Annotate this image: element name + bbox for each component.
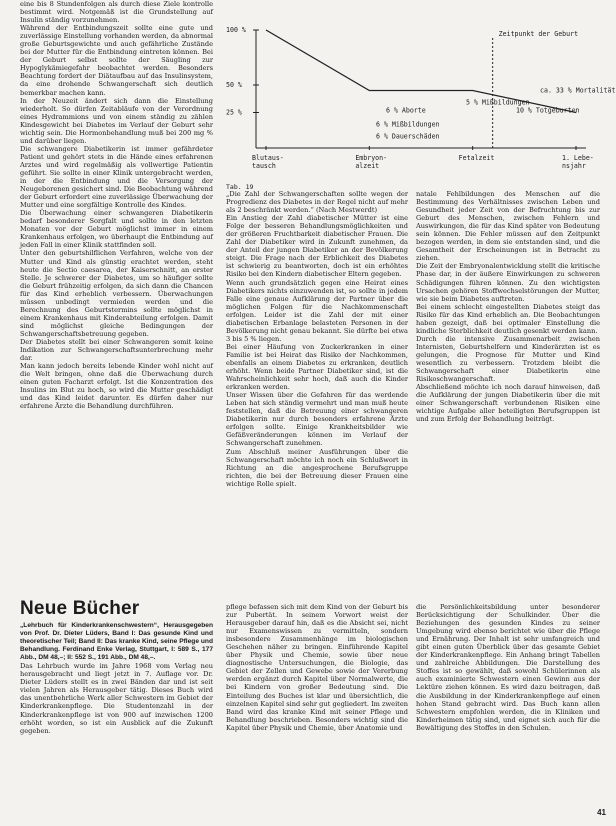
paragraph: Zum Abschluß meiner Ausführungen über die Schwangerschaft möchte ich noch ein Schlußwort in Richtung an die angesprochene Berufsgruppe richten, die bei der Betreuung dieser Frauen eine wichtige Rolle spielt.: [226, 447, 408, 488]
chart-y-ticks: [226, 26, 259, 117]
paragraph: natale Fehlbildungen des Menschen auf die Bestimmung des Verhältnisses zwischen Leben und Gesundheit jeder Zeit von der Befruchtung bis zur Geburt des Menschen, zwischen Fehlern und Auswirkungen, die für das Kind später von Bedeutung sein können. Die Fehler müssen auf den Zeitpunkt bezogen werden, in dem sie entstanden sind, und die Gesamtheit der Erscheinungen ist in Betracht zu ziehen.: [416, 190, 600, 263]
book-review-text: Das Lehrbuch wurde im Jahre 1968 vom Verlag neu herausgebracht und liegt jetzt in 7. Auflage vor. Dr. Dieter Lüders stellt es in zwei Bänden dar und ist seit vielen Jahren als Herausgeber tätig. Dieses Buch wird das unentbehrliche Werk aller Schwestern im Gebiet der Kinderkrankenpflege. Die Studentenzahl in der Kinderkrankenpflege ist von 900 auf inzwischen 1200 erhöht worden, so ist ein Ausblick auf die Zukunft gegeben.: [20, 662, 213, 735]
paragraph: Die schwangere Diabetikerin ist immer gefährdeter Patient und gehört stets in die Hände eines erfahrenen Arztes und wird regelmäßig als vollwertige Patientin geführt. Sie sollte in einer Klinik untergebracht werden, in der die Entbindung und die Versorgung der Neugeborenen gesichert sind. Die Beobachtung während der Geburt erfordert eine zuverlässige Überwachung der Mutter und eine sorgfältige Kontrolle des Kindes.: [20, 144, 213, 210]
annotation-label: 6 % Dauerschäden: [376, 132, 440, 141]
book-review-text: pflege befassen sich mit dem Kind von der Geburt bis zur Pubertät. In seinem Vorwort weist der Herausgeber darauf hin, daß es die Absicht sei, nicht nur Examenswissen zu vermitteln, sondern insbesondere Zusammenhänge im biologischen Geschehen näher zu bringen. Einführende Kapitel über Physik und Chemie, sowie über neue diagnostische Untersuchungen, die Biologie, das Gebiet der Zellen und Gewebe sowie der Vererbung werden ergänzt durch Kapitel über Normalwerte, die bei Kindern von großer Bedeutung sind. Die Einteilung des Buches ist klar und übersichtlich, die einzelnen Kapitel sind sehr gut gegliedert. Im zweiten Band wird das kranke Kind mit seiner Pflege und Behandlung beschrieben. Besonders wichtig sind die Kapitel über Physik und Chemie, über Anatomie und: [226, 603, 408, 732]
book-review-text: die Persönlichkeitsbildung unter besonderer Berücksichtigung der Schulkinder. Über die Beziehungen des gesunden Kindes zu seiner Umgebung wird ebenso berichtet wie über die Pflege und Ernährung. Der Inhalt ist sehr umfangreich und gibt einen guten Überblick über das gesamte Gebiet der Kinderkrankenpflege. Ein Anhang bringt Tabellen und zahlreiche Abbildungen. Die Darstellung des Stoffes ist so gewählt, daß sowohl Schülerinnen als auch examinierte Schwestern einen Gewinn aus der Lektüre ziehen können. Es wird dazu beitragen, daß die Ausbildung in der Kinderkrankenpflege auf einen hohen Stand gebracht wird. Das Buch kann allen Schwestern empfohlen werden, die in Kliniken und Kinderheimen tätig sind, und eignet sich auch für die Bewältigung des Stoffes in den Schulen.: [416, 603, 600, 732]
annotation-label: Zeitpunkt der Geburt: [498, 30, 579, 38]
x-tick-label: Fetalzeit: [458, 154, 495, 162]
x-tick-label: alzeit: [355, 162, 380, 170]
paragraph: Durch die intensive Zusammenarbeit zwischen Internisten, Geburtshelfern und Kinderärzten ist es gelungen, die Prognose für Mutter und Kind wesentlich zu verbessern. Trotzdem bleibt die Schwangerschaft einer Diabetikerin eine Risikoschwangerschaft.: [416, 334, 600, 384]
risk-chart: [226, 22, 616, 182]
annotation-label: 6 % Aborte: [386, 106, 426, 115]
annotation-label: ca. 33 % Mortalität: [540, 86, 616, 95]
top-left-text-column: [20, 0, 213, 580]
y-tick-label: 100 %: [226, 26, 246, 34]
right-text-column: [416, 190, 600, 590]
book-entry-title: „Lehrbuch für Kinderkrankenschwestern“, Herausgegeben von Prof. Dr. Dieter Lüders, Band I: Das gesunde Kind und theoretischer Teil; Band II: Das kranke Kind, seine Pflege und Behandlung. Ferdinand Enke Verlag, Stuttgart, I: 589 S., 177 Abb., DM 48,–; II: 552 S., 191 Abb., DM 48,–.: [20, 622, 213, 662]
paragraph: Unter den geburtshilflichen Verfahren, welche von der Mutter und Kind als günstig erachtet werden, steht heute die Sectio caesarea, der Kaiserschnitt, an erster Stelle. Je schwerer der Diabetes, um so häufiger sollte die Geburt frühzeitig erfolgen, da sich dann die Chancen für das Kind erheblich verbessern. Überwachungen müssen unbedingt vermieden werden und die Berechnung des Geburtstermins sollte möglichst in einem Krankenhaus mit Kinderabteilung erfolgen. Damit sind möglichst gleiche Bedingungen der Schwangerschaftsbetreuung gegeben.: [20, 249, 213, 338]
x-tick-label: Blutaus-: [252, 154, 284, 162]
paragraph: „Die Zahl der Schwangerschaften sollte wegen der Progredienz des Diabetes in der Regel nicht auf mehr als 2 beschränkt werden.“ (Nach Mestwerdt): [226, 190, 408, 215]
chart-annotations: [376, 30, 615, 148]
x-tick-label: Embryon-: [355, 154, 388, 162]
paragraph: Bei einer Häufung von Zuckerkranken in einer Familie ist bei Heirat das Risiko der Nachkommen, ebenfalls an einem Diabetes zu erkranken, deutlich erhöht. Wenn beide Partner Diabetiker sind, ist die Wahrscheinlichkeit sehr hoch, daß auch die Kinder erkranken werden.: [226, 342, 408, 392]
annotation-label: 5 % Mißbildungen: [466, 98, 530, 107]
page-number: 41: [597, 808, 606, 817]
x-tick-label: nsjahr: [562, 162, 586, 170]
paragraph: eine bis 8 Stundenfolgen als durch diese Ziele kontrolle bestimmt wird. Notgemäß ist die Grundstellung auf Insulin ständig vorzunehmen.: [20, 0, 213, 25]
annotation-label: 10 % Totgeburten: [516, 106, 580, 115]
paragraph: Die Zeit der Embryonalentwicklung stellt die kritische Phase dar, in der äußere Einwirkungen zu schweren Schädigungen führen können. Zu den wichtigsten Ursachen gehören Stoffwechselstörungen der Mutter, wie sie beim Diabetes auftreten.: [416, 262, 600, 303]
y-tick-label: 50 %: [226, 81, 242, 89]
middle-text-column: [226, 190, 408, 590]
x-tick-label: 1. Lebe-: [562, 154, 594, 162]
paragraph: Ein Anstieg der Zahl diabetischer Mütter ist eine Folge der besseren Behandlungsmöglichkeiten und der größeren Fruchtbarkeit diabetischer Frauen. Die Zahl der Diabetiker wird in Zukunft zunehmen, da der Anteil der jungen Diabetiker an der Bevölkerung steigt. Die Frage nach der Erblichkeit des Diabetes ist schwierig zu beantworten, doch ist ein erhöhtes Risiko bei den Kindern diabetischer Eltern gegeben.: [226, 214, 408, 279]
book-review-column-2: [226, 603, 408, 821]
paragraph: Unser Wissen über die Gefahren für das werdende Leben hat sich ständig vermehrt und man muß heute feststellen, daß die Betreuung einer schwangeren Diabetikerin nur durch besonders erfahrene Ärzte erfolgen sollte. Einige Krankheitsbilder wie Gefäßveränderungen können im Verlauf der Schwangerschaft zunehmen.: [226, 391, 408, 448]
chart-axes: [256, 30, 586, 148]
paragraph: In der Neuzeit ändert sich dann die Einstellung wiederholt. So dürfen Zeitabläufe von der Verordnung eines Hydrammions und von einem ständig zu zählen Kindesgewicht bei Diabetes im Verlauf der Geburt sehr wichtig sein. Die Hormonbehandlung muß bei 200 mg % und darüber liegen.: [20, 96, 213, 145]
paragraph: Während der Entbindungszeit sollte eine gute und zuverlässige Einstellung vorhanden werden, da abnormal große Geburtsgewichte und auch gefährliche Zustände bei der Mutter für die Entbindung eintreten können. Bei der Geburt selbst sollte der Säugling zur Hypoglykämiegefahr beobachtet werden. Besonders Beachtung fordert der Diätaufbau auf das Insulinsystem, da eine drohende Schwangerschaft sich deutlich bemerkbar machen kann.: [20, 24, 213, 97]
paragraph: Bei einem schlecht eingestellten Diabetes steigt das Risiko für das Kind erheblich an. Die Beobachtungen haben gezeigt, daß bei optimaler Einstellung die kindliche Sterblichkeit deutlich gesenkt werden kann.: [416, 302, 600, 335]
paragraph: Man kann jedoch bereits lebende Kinder wohl nicht auf die Welt bringen, ohne daß die Überwachung durch einen guten Facharzt erfolgt. Ist die Konzentration des Insulins im Blut zu hoch, so wird die Mutter geschädigt und das Kind leidet darunter. Es dürfen daher nur erfahrene Ärzte die Behandlung durchführen.: [20, 362, 213, 411]
book-review-column-1: [20, 622, 213, 820]
annotation-label: 6 % Mißbildungen: [376, 120, 440, 129]
paragraph: Abschließend möchte ich noch darauf hinweisen, daß die Aufklärung der jungen Diabetikerin über die mit einer Schwangerschaft verbundenen Risiken eine wichtige Aufgabe aller beteiligten Berufsgruppen ist und zum Erfolg der Behandlung beiträgt.: [416, 383, 600, 424]
section-heading: Neue Bücher: [20, 598, 140, 619]
chart-x-labels: [252, 146, 594, 170]
figure-label: Tab. 19: [226, 183, 254, 191]
book-review-column-3: [416, 603, 600, 803]
y-tick-label: 25 %: [226, 108, 242, 117]
x-tick-label: tausch: [252, 162, 276, 170]
paragraph: Der Diabetes stellt bei einer Schwangeren somit keine Indikation zur Schwangerschaftsunterbrechung mehr dar.: [20, 337, 213, 363]
paragraph: Wenn auch grundsätzlich gegen eine Heirat eines Diabetikers nichts einzuwenden ist, so sollte in jedem Falle eine genaue Aufklärung der Partner über die möglichen Folgen für die Nachkommenschaft erfolgen. Leider ist die Zahl der mit einer diabetischen Erbanlage belasteten Personen in der Bevölkerung nicht genau bekannt. Sie dürfte bei etwa 3 bis 5 % liegen.: [226, 278, 408, 343]
paragraph: Die Überwachung einer schwangeren Diabetikerin bedarf besonderer Sorgfalt und sollte in den letzten Monaten vor der Geburt möglichst immer in einem Krankenhaus erfolgen, wo überhaupt die Entbindung auf jeden Fall in einer Klinik stattfinden soll.: [20, 209, 213, 250]
